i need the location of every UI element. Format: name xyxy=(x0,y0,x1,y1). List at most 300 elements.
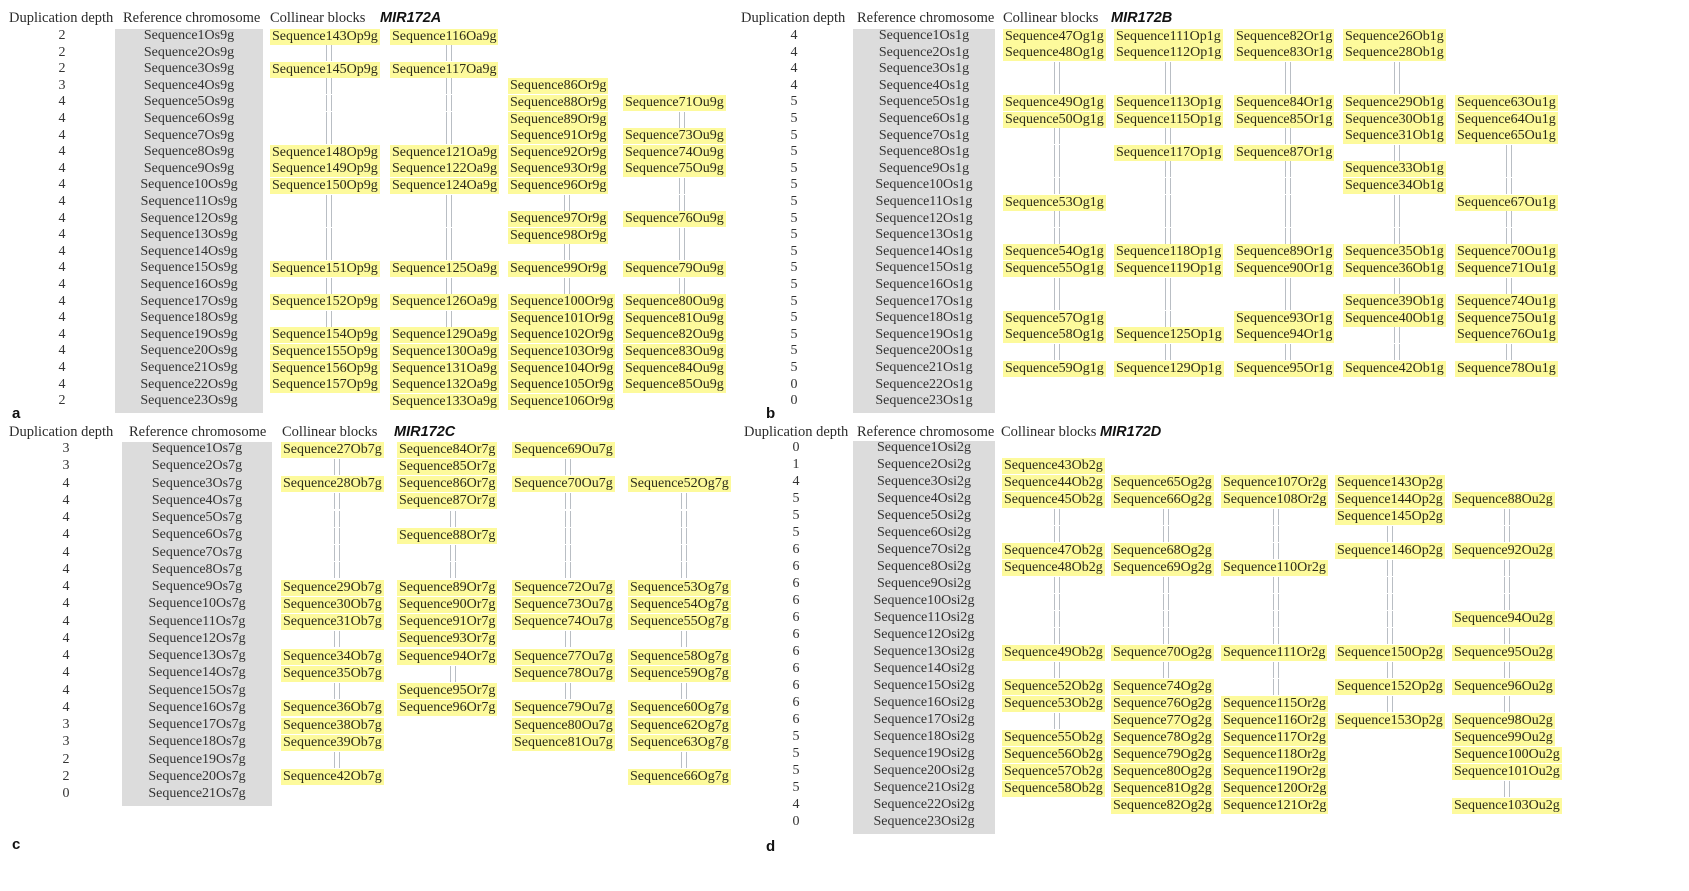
collinear-block-sequence: Sequence30Ob1g xyxy=(1345,111,1444,127)
duplication-depth-value: 2 xyxy=(58,393,66,409)
duplication-depth-value: 4 xyxy=(58,94,66,110)
duplication-depth-value: 4 xyxy=(58,260,66,276)
collinear-block-sequence: Sequence53Og7g xyxy=(630,579,729,595)
reference-sequence: Sequence1Osi2g xyxy=(876,440,972,455)
collinear-block-sequence: Sequence120Or2g xyxy=(1223,780,1327,796)
double-bar-icon xyxy=(1163,628,1169,644)
panel-letter: c xyxy=(12,836,21,853)
double-bar-icon xyxy=(1387,526,1393,542)
reference-sequence: Sequence19Os7g xyxy=(148,751,246,767)
reference-sequence: Sequence8Os1g xyxy=(878,144,970,160)
header-duplication-depth: Duplication depth xyxy=(741,10,846,26)
collinear-block-sequence: Sequence119Op1g xyxy=(1116,260,1222,276)
gene-label: MIR172C xyxy=(394,424,456,440)
collinear-connector-icon xyxy=(1335,696,1445,712)
collinear-block-sequence: Sequence92Ou2g xyxy=(1454,542,1553,558)
header-duplication-depth: Duplication depth xyxy=(9,10,114,26)
double-bar-icon xyxy=(1163,509,1169,525)
double-bar-icon xyxy=(1504,577,1510,593)
collinear-block-sequence: Sequence72Ou7g xyxy=(514,579,613,595)
collinear-block-sequence: Sequence79Ou9g xyxy=(625,260,724,276)
collinear-block-sequence: Sequence42Ob7g xyxy=(283,769,382,785)
collinear-block-sequence: Sequence43Ob2g xyxy=(1004,457,1103,473)
duplication-depth-value: 4 xyxy=(62,510,70,525)
collinear-connector-icon xyxy=(1335,526,1445,542)
collinear-block-sequence: Sequence96Or9g xyxy=(510,177,607,193)
reference-sequence: Sequence4Osi2g xyxy=(876,491,972,506)
duplication-depth-value: 5 xyxy=(792,763,800,778)
collinear-block-sequence: Sequence31Ob1g xyxy=(1345,128,1444,144)
collinear-connector-icon xyxy=(1221,662,1331,678)
collinear-connector-icon xyxy=(1002,526,1112,542)
collinear-block-sequence: Sequence89Or1g xyxy=(1236,244,1333,260)
reference-sequence: Sequence22Os9g xyxy=(140,376,238,392)
header-reference-chromosome: Reference chromosome xyxy=(857,424,995,440)
collinear-connector-icon xyxy=(1335,628,1445,644)
collinear-connector-icon xyxy=(1221,628,1331,644)
duplication-depth-value: 4 xyxy=(58,310,66,326)
collinear-block-sequence: Sequence28Ob7g xyxy=(283,476,382,491)
reference-sequence: Sequence5Osi2g xyxy=(876,508,972,523)
collinear-connector-icon xyxy=(1452,577,1562,593)
collinear-block-sequence: Sequence111Op1g xyxy=(1116,28,1221,44)
collinear-block-sequence: Sequence66Og7g xyxy=(630,769,729,785)
collinear-block-sequence: Sequence76Ou1g xyxy=(1457,327,1556,343)
collinear-block-sequence: Sequence155Op9g xyxy=(272,343,378,359)
duplication-depth-value: 4 xyxy=(58,243,66,259)
collinear-connector-icon xyxy=(1221,509,1331,525)
duplication-depth-value: 0 xyxy=(792,814,800,829)
collinear-block-sequence: Sequence84Ou9g xyxy=(625,360,724,376)
duplication-depth-value: 5 xyxy=(790,194,798,209)
collinear-block-sequence: Sequence63Og7g xyxy=(630,734,729,750)
reference-sequence: Sequence16Osi2g xyxy=(873,695,975,710)
collinear-connector-icon xyxy=(1002,594,1112,610)
double-bar-icon xyxy=(1273,526,1279,542)
double-bar-icon xyxy=(1054,577,1060,593)
duplication-depth-value: 0 xyxy=(62,786,70,801)
collinear-block-sequence: Sequence81Ou7g xyxy=(514,734,613,750)
collinear-block-sequence: Sequence65Og2g xyxy=(1113,474,1212,490)
header-reference-chromosome: Reference chromosome xyxy=(857,10,995,26)
collinear-block-sequence: Sequence54Og1g xyxy=(1005,244,1104,260)
collinear-block-sequence: Sequence71Ou1g xyxy=(1457,260,1556,276)
reference-sequence: Sequence12Os9g xyxy=(140,210,238,226)
reference-sequence: Sequence8Osi2g xyxy=(876,559,972,574)
double-bar-icon xyxy=(1163,662,1169,678)
collinear-block-sequence: Sequence52Og7g xyxy=(630,476,729,491)
reference-sequence: Sequence14Osi2g xyxy=(873,661,975,676)
collinear-block-sequence: Sequence62Og7g xyxy=(630,717,729,733)
collinear-block-sequence: Sequence53Og1g xyxy=(1005,194,1104,210)
collinear-block-sequence: Sequence36Ob7g xyxy=(283,700,382,716)
collinear-connector-icon xyxy=(1111,577,1221,593)
reference-sequence: Sequence10Os9g xyxy=(140,177,238,193)
collinear-block-sequence: Sequence82Ou9g xyxy=(625,327,724,343)
collinear-block-sequence: Sequence145Op9g xyxy=(272,61,378,77)
double-bar-icon xyxy=(1504,526,1510,542)
duplication-depth-value: 5 xyxy=(792,729,800,744)
collinear-block-sequence: Sequence74Ou7g xyxy=(514,614,613,629)
collinear-block-sequence: Sequence74Og2g xyxy=(1113,678,1212,694)
collinear-block-sequence: Sequence55Og1g xyxy=(1005,260,1104,276)
collinear-block-sequence: Sequence55Og7g xyxy=(630,614,729,629)
double-bar-icon xyxy=(1054,594,1060,610)
gene-label: MIR172D xyxy=(1100,424,1162,440)
double-bar-icon xyxy=(1504,594,1510,610)
collinear-block-sequence: Sequence87Or7g xyxy=(399,493,496,509)
collinear-connector-icon xyxy=(1221,526,1331,542)
duplication-depth-value: 4 xyxy=(58,277,66,292)
duplication-depth-value: 4 xyxy=(792,797,800,812)
collinear-block-sequence: Sequence39Ob7g xyxy=(283,734,382,750)
collinear-connector-icon xyxy=(1335,594,1445,610)
duplication-depth-value: 5 xyxy=(790,210,798,226)
reference-sequence: Sequence5Os9g xyxy=(143,94,235,110)
duplication-depth-value: 3 xyxy=(62,458,70,474)
double-bar-icon xyxy=(1163,594,1169,610)
collinear-block-sequence: Sequence80Ou9g xyxy=(625,294,724,310)
reference-sequence: Sequence19Os9g xyxy=(140,326,238,342)
collinear-block-sequence: Sequence111Or2g xyxy=(1223,644,1326,660)
duplication-depth-value: 4 xyxy=(62,544,70,560)
collinear-block-sequence: Sequence154Op9g xyxy=(272,327,378,343)
collinear-block-sequence: Sequence83Or1g xyxy=(1236,45,1333,61)
collinear-block-sequence: Sequence96Or7g xyxy=(399,700,496,716)
reference-sequence: Sequence13Os7g xyxy=(148,648,246,663)
collinear-block-sequence: Sequence150Op9g xyxy=(272,177,378,193)
collinear-block-sequence: Sequence149Op9g xyxy=(272,161,378,177)
reference-sequence: Sequence7Os9g xyxy=(143,127,235,143)
collinear-block-sequence: Sequence75Ou9g xyxy=(625,161,724,177)
reference-sequence: Sequence13Os1g xyxy=(875,227,973,243)
reference-sequence: Sequence23Os1g xyxy=(875,393,973,409)
collinear-block-sequence: Sequence49Og1g xyxy=(1005,94,1104,110)
double-bar-icon xyxy=(1163,577,1169,593)
double-bar-icon xyxy=(1273,594,1279,610)
collinear-block-sequence: Sequence124Oa9g xyxy=(392,177,497,193)
duplication-depth-value: 4 xyxy=(62,648,70,663)
collinear-block-sequence: Sequence126Oa9g xyxy=(392,294,497,310)
reference-sequence: Sequence3Os7g xyxy=(151,475,243,491)
collinear-block-sequence: Sequence153Op2g xyxy=(1337,712,1443,728)
double-bar-icon xyxy=(1273,628,1279,644)
duplication-depth-value: 3 xyxy=(62,717,70,732)
double-bar-icon xyxy=(1504,696,1510,712)
duplication-depth-value: 5 xyxy=(790,293,798,309)
collinear-connector-icon xyxy=(1452,509,1562,525)
reference-sequence: Sequence5Os1g xyxy=(878,94,970,110)
collinear-block-sequence: Sequence122Oa9g xyxy=(392,161,497,177)
reference-sequence: Sequence7Os1g xyxy=(878,127,970,143)
double-bar-icon xyxy=(1163,526,1169,542)
collinear-block-sequence: Sequence93Or1g xyxy=(1236,310,1333,326)
double-bar-icon xyxy=(1504,628,1510,644)
duplication-depth-value: 4 xyxy=(62,475,70,491)
collinear-block-sequence: Sequence116Or2g xyxy=(1223,712,1326,728)
collinear-block-sequence: Sequence85Or7g xyxy=(399,458,496,474)
double-bar-icon xyxy=(1273,509,1279,525)
reference-sequence: Sequence11Os1g xyxy=(875,194,973,209)
collinear-block-sequence: Sequence35Ob1g xyxy=(1345,244,1444,260)
reference-sequence: Sequence12Os7g xyxy=(148,630,246,646)
duplication-depth-value: 4 xyxy=(58,160,66,176)
header-collinear-blocks: Collinear blocks xyxy=(270,10,366,26)
reference-sequence: Sequence3Os1g xyxy=(878,61,970,77)
collinear-block-sequence: Sequence73Ou9g xyxy=(625,128,724,144)
duplication-depth-value: 0 xyxy=(792,440,800,455)
reference-sequence: Sequence18Os7g xyxy=(148,734,246,750)
collinear-block-sequence: Sequence101Or9g xyxy=(510,310,614,326)
collinear-block-sequence: Sequence101Ou2g xyxy=(1454,763,1560,779)
reference-sequence: Sequence3Os9g xyxy=(143,61,235,77)
reference-sequence: Sequence14Os1g xyxy=(875,243,973,259)
collinear-block-sequence: Sequence73Ou7g xyxy=(514,596,613,612)
duplication-depth-value: 5 xyxy=(790,260,798,276)
collinear-block-sequence: Sequence70Ou1g xyxy=(1457,244,1556,260)
reference-sequence: Sequence12Osi2g xyxy=(873,627,975,642)
collinear-block-sequence: Sequence85Ou9g xyxy=(625,377,724,393)
collinear-block-sequence: Sequence34Ob1g xyxy=(1345,177,1444,193)
collinear-block-sequence: Sequence79Og2g xyxy=(1113,746,1212,762)
reference-sequence: Sequence22Os1g xyxy=(875,376,973,392)
reference-sequence: Sequence10Osi2g xyxy=(873,593,975,608)
duplication-depth-value: 2 xyxy=(58,61,66,77)
double-bar-icon xyxy=(1387,696,1393,712)
double-bar-icon xyxy=(1387,662,1393,678)
collinear-block-sequence: Sequence74Ou9g xyxy=(625,144,724,160)
duplication-depth-value: 5 xyxy=(790,160,798,176)
collinear-connector-icon xyxy=(1452,662,1562,678)
duplication-depth-value: 6 xyxy=(792,610,800,625)
duplication-depth-value: 4 xyxy=(790,28,798,43)
collinear-block-sequence: Sequence29Ob7g xyxy=(283,579,382,595)
collinear-connector-icon xyxy=(1452,560,1562,576)
collinear-block-sequence: Sequence116Oa9g xyxy=(392,28,497,44)
double-bar-icon xyxy=(1504,781,1510,797)
duplication-depth-value: 4 xyxy=(58,293,66,309)
collinear-block-sequence: Sequence99Or9g xyxy=(510,260,607,276)
collinear-block-sequence: Sequence89Or9g xyxy=(510,111,607,127)
header-collinear-blocks: Collinear blocks xyxy=(1003,10,1099,26)
collinear-block-sequence: Sequence58Og7g xyxy=(630,648,729,664)
collinear-connector-icon xyxy=(1111,662,1221,678)
collinear-block-sequence: Sequence105Or9g xyxy=(510,377,614,393)
collinear-block-sequence: Sequence76Ou9g xyxy=(625,211,724,227)
collinear-block-sequence: Sequence125Op1g xyxy=(1116,327,1222,343)
double-bar-icon xyxy=(1504,509,1510,525)
collinear-block-sequence: Sequence129Oa9g xyxy=(392,327,497,343)
collinear-block-sequence: Sequence85Or1g xyxy=(1236,111,1333,127)
reference-sequence: Sequence2Os1g xyxy=(878,44,970,60)
collinear-block-sequence: Sequence58Og1g xyxy=(1005,327,1104,343)
reference-sequence: Sequence16Os9g xyxy=(140,277,238,292)
collinear-block-sequence: Sequence151Op9g xyxy=(272,260,378,276)
collinear-block-sequence: Sequence89Or7g xyxy=(399,579,496,595)
collinear-block-sequence: Sequence117Or2g xyxy=(1223,729,1326,745)
collinear-block-sequence: Sequence125Oa9g xyxy=(392,260,497,276)
reference-sequence: Sequence20Os7g xyxy=(148,768,246,784)
reference-sequence: Sequence18Osi2g xyxy=(873,729,975,744)
duplication-depth-value: 4 xyxy=(58,111,66,126)
collinear-block-sequence: Sequence33Ob1g xyxy=(1345,161,1444,177)
reference-sequence: Sequence2Os9g xyxy=(143,44,235,60)
collinear-block-sequence: Sequence77Ou7g xyxy=(514,648,613,664)
collinear-block-sequence: Sequence59Og7g xyxy=(630,665,729,681)
duplication-depth-value: 4 xyxy=(58,210,66,226)
header-collinear-blocks: Collinear blocks xyxy=(1001,424,1097,440)
collinear-block-sequence: Sequence68Og2g xyxy=(1113,542,1212,558)
collinear-block-sequence: Sequence100Ou2g xyxy=(1454,746,1560,762)
collinear-block-sequence: Sequence76Og2g xyxy=(1113,695,1212,711)
collinear-block-sequence: Sequence121Oa9g xyxy=(392,144,497,160)
panel-letter: b xyxy=(766,405,776,422)
double-bar-icon xyxy=(1273,577,1279,593)
duplication-depth-value: 4 xyxy=(62,665,70,681)
duplication-depth-value: 5 xyxy=(792,780,800,795)
collinear-block-sequence: Sequence98Ou2g xyxy=(1454,712,1553,728)
collinear-block-sequence: Sequence81Ou9g xyxy=(625,310,724,326)
duplication-depth-value: 4 xyxy=(58,177,66,193)
double-bar-icon xyxy=(1387,628,1393,644)
header-collinear-blocks: Collinear blocks xyxy=(282,424,378,440)
reference-sequence: Sequence9Os7g xyxy=(151,579,243,594)
duplication-depth-value: 4 xyxy=(62,561,70,577)
duplication-depth-value: 4 xyxy=(62,579,70,594)
reference-sequence: Sequence23Os9g xyxy=(140,393,238,409)
reference-sequence: Sequence11Os7g xyxy=(148,613,246,629)
reference-sequence: Sequence9Os1g xyxy=(878,160,970,176)
collinear-block-sequence: Sequence107Or2g xyxy=(1223,474,1327,490)
collinear-block-sequence: Sequence103Or9g xyxy=(510,343,614,359)
collinear-block-sequence: Sequence100Or9g xyxy=(510,294,614,310)
collinear-block-sequence: Sequence39Ob1g xyxy=(1345,294,1444,310)
reference-sequence: Sequence19Os1g xyxy=(875,326,973,342)
duplication-depth-value: 6 xyxy=(792,712,800,727)
duplication-depth-value: 5 xyxy=(790,310,798,326)
double-bar-icon xyxy=(1387,560,1393,576)
collinear-block-sequence: Sequence152Op9g xyxy=(272,294,378,310)
reference-sequence: Sequence4Os7g xyxy=(151,492,243,508)
duplication-depth-value: 5 xyxy=(790,343,798,359)
reference-sequence: Sequence15Os7g xyxy=(148,682,246,698)
reference-sequence: Sequence10Os7g xyxy=(148,596,246,612)
collinear-block-sequence: Sequence132Oa9g xyxy=(392,377,497,393)
collinear-block-sequence: Sequence84Or7g xyxy=(399,441,496,457)
collinear-block-sequence: Sequence93Or7g xyxy=(399,631,496,647)
duplication-depth-value: 4 xyxy=(58,376,66,392)
collinear-block-sequence: Sequence110Or2g xyxy=(1223,559,1326,575)
double-bar-icon xyxy=(1504,560,1510,576)
double-bar-icon xyxy=(1054,628,1060,644)
reference-sequence: Sequence5Os7g xyxy=(151,510,243,525)
reference-sequence: Sequence21Os7g xyxy=(148,786,246,801)
reference-sequence: Sequence15Os9g xyxy=(140,260,238,276)
duplication-depth-value: 0 xyxy=(790,376,798,392)
collinear-block-sequence: Sequence92Or9g xyxy=(510,144,607,160)
collinear-block-sequence: Sequence31Ob7g xyxy=(283,614,382,629)
collinear-block-sequence: Sequence47Og1g xyxy=(1005,28,1104,44)
double-bar-icon xyxy=(1387,577,1393,593)
duplication-depth-value: 6 xyxy=(792,627,800,642)
duplication-depth-value: 4 xyxy=(790,44,798,60)
collinear-block-sequence: Sequence65Ou1g xyxy=(1457,128,1556,144)
collinear-block-sequence: Sequence118Op1g xyxy=(1116,244,1222,260)
collinear-block-sequence: Sequence88Or7g xyxy=(399,527,496,543)
collinear-connector-icon xyxy=(1002,662,1112,678)
collinear-connector-icon xyxy=(1452,526,1562,542)
collinear-block-sequence: Sequence71Ou9g xyxy=(625,94,724,110)
collinear-block-sequence: Sequence86Or9g xyxy=(510,78,607,94)
collinear-block-sequence: Sequence129Op1g xyxy=(1116,360,1222,376)
collinear-block-sequence: Sequence77Og2g xyxy=(1113,712,1212,728)
double-bar-icon xyxy=(1054,611,1060,627)
collinear-block-sequence: Sequence115Op1g xyxy=(1116,111,1222,127)
header-reference-chromosome: Reference chromosome xyxy=(129,424,267,440)
collinear-block-sequence: Sequence104Or9g xyxy=(510,360,614,376)
duplication-depth-value: 3 xyxy=(62,734,70,750)
reference-sequence: Sequence15Os1g xyxy=(875,260,973,276)
collinear-block-sequence: Sequence70Ou7g xyxy=(514,476,613,491)
duplication-depth-value: 4 xyxy=(62,492,70,508)
panel-letter: a xyxy=(12,405,21,422)
duplication-depth-value: 5 xyxy=(790,326,798,342)
duplication-depth-value: 4 xyxy=(792,474,800,489)
duplication-depth-value: 6 xyxy=(792,593,800,608)
collinear-block-sequence: Sequence119Or2g xyxy=(1223,763,1326,779)
collinear-block-sequence: Sequence53Ob2g xyxy=(1004,695,1103,711)
duplication-depth-value: 6 xyxy=(792,542,800,557)
collinear-block-sequence: Sequence74Ou1g xyxy=(1457,294,1556,310)
duplication-depth-value: 3 xyxy=(62,441,70,456)
collinear-block-sequence: Sequence88Ou2g xyxy=(1454,491,1553,507)
collinear-block-sequence: Sequence146Op2g xyxy=(1337,542,1443,558)
collinear-block-sequence: Sequence99Ou2g xyxy=(1454,729,1553,745)
collinear-block-sequence: Sequence48Og1g xyxy=(1005,45,1104,61)
collinear-block-sequence: Sequence152Op2g xyxy=(1337,678,1443,694)
reference-sequence: Sequence21Os1g xyxy=(875,360,973,375)
duplication-depth-value: 2 xyxy=(62,751,70,767)
collinear-block-sequence: Sequence83Ou9g xyxy=(625,343,724,359)
collinear-connector-icon xyxy=(1111,509,1221,525)
collinear-connector-icon xyxy=(1335,577,1445,593)
collinear-block-sequence: Sequence144Op2g xyxy=(1337,491,1443,507)
duplication-depth-value: 4 xyxy=(62,699,70,715)
double-bar-icon xyxy=(1054,526,1060,542)
collinear-block-sequence: Sequence28Ob1g xyxy=(1345,45,1444,61)
collinear-block-sequence: Sequence84Or1g xyxy=(1236,94,1333,110)
double-bar-icon xyxy=(1387,611,1393,627)
duplication-depth-value: 4 xyxy=(58,343,66,359)
collinear-block-sequence: Sequence108Or2g xyxy=(1223,491,1327,507)
collinear-block-sequence: Sequence95Or1g xyxy=(1236,360,1333,376)
header-duplication-depth: Duplication depth xyxy=(744,424,849,440)
duplication-depth-value: 6 xyxy=(792,661,800,676)
collinear-block-sequence: Sequence130Oa9g xyxy=(392,343,497,359)
collinear-block-sequence: Sequence112Op1g xyxy=(1116,45,1222,61)
collinear-block-sequence: Sequence117Oa9g xyxy=(392,61,497,77)
reference-sequence: Sequence13Os9g xyxy=(140,227,238,243)
collinear-block-sequence: Sequence96Ou2g xyxy=(1454,678,1553,694)
duplication-depth-value: 4 xyxy=(62,527,70,543)
collinear-block-sequence: Sequence26Ob1g xyxy=(1345,28,1444,44)
duplication-depth-value: 6 xyxy=(792,644,800,659)
reference-sequence: Sequence4Os9g xyxy=(143,77,235,93)
collinear-block-sequence: Sequence148Op9g xyxy=(272,144,378,160)
double-bar-icon xyxy=(1273,679,1279,695)
duplication-depth-value: 0 xyxy=(790,393,798,409)
double-bar-icon xyxy=(1054,509,1060,525)
